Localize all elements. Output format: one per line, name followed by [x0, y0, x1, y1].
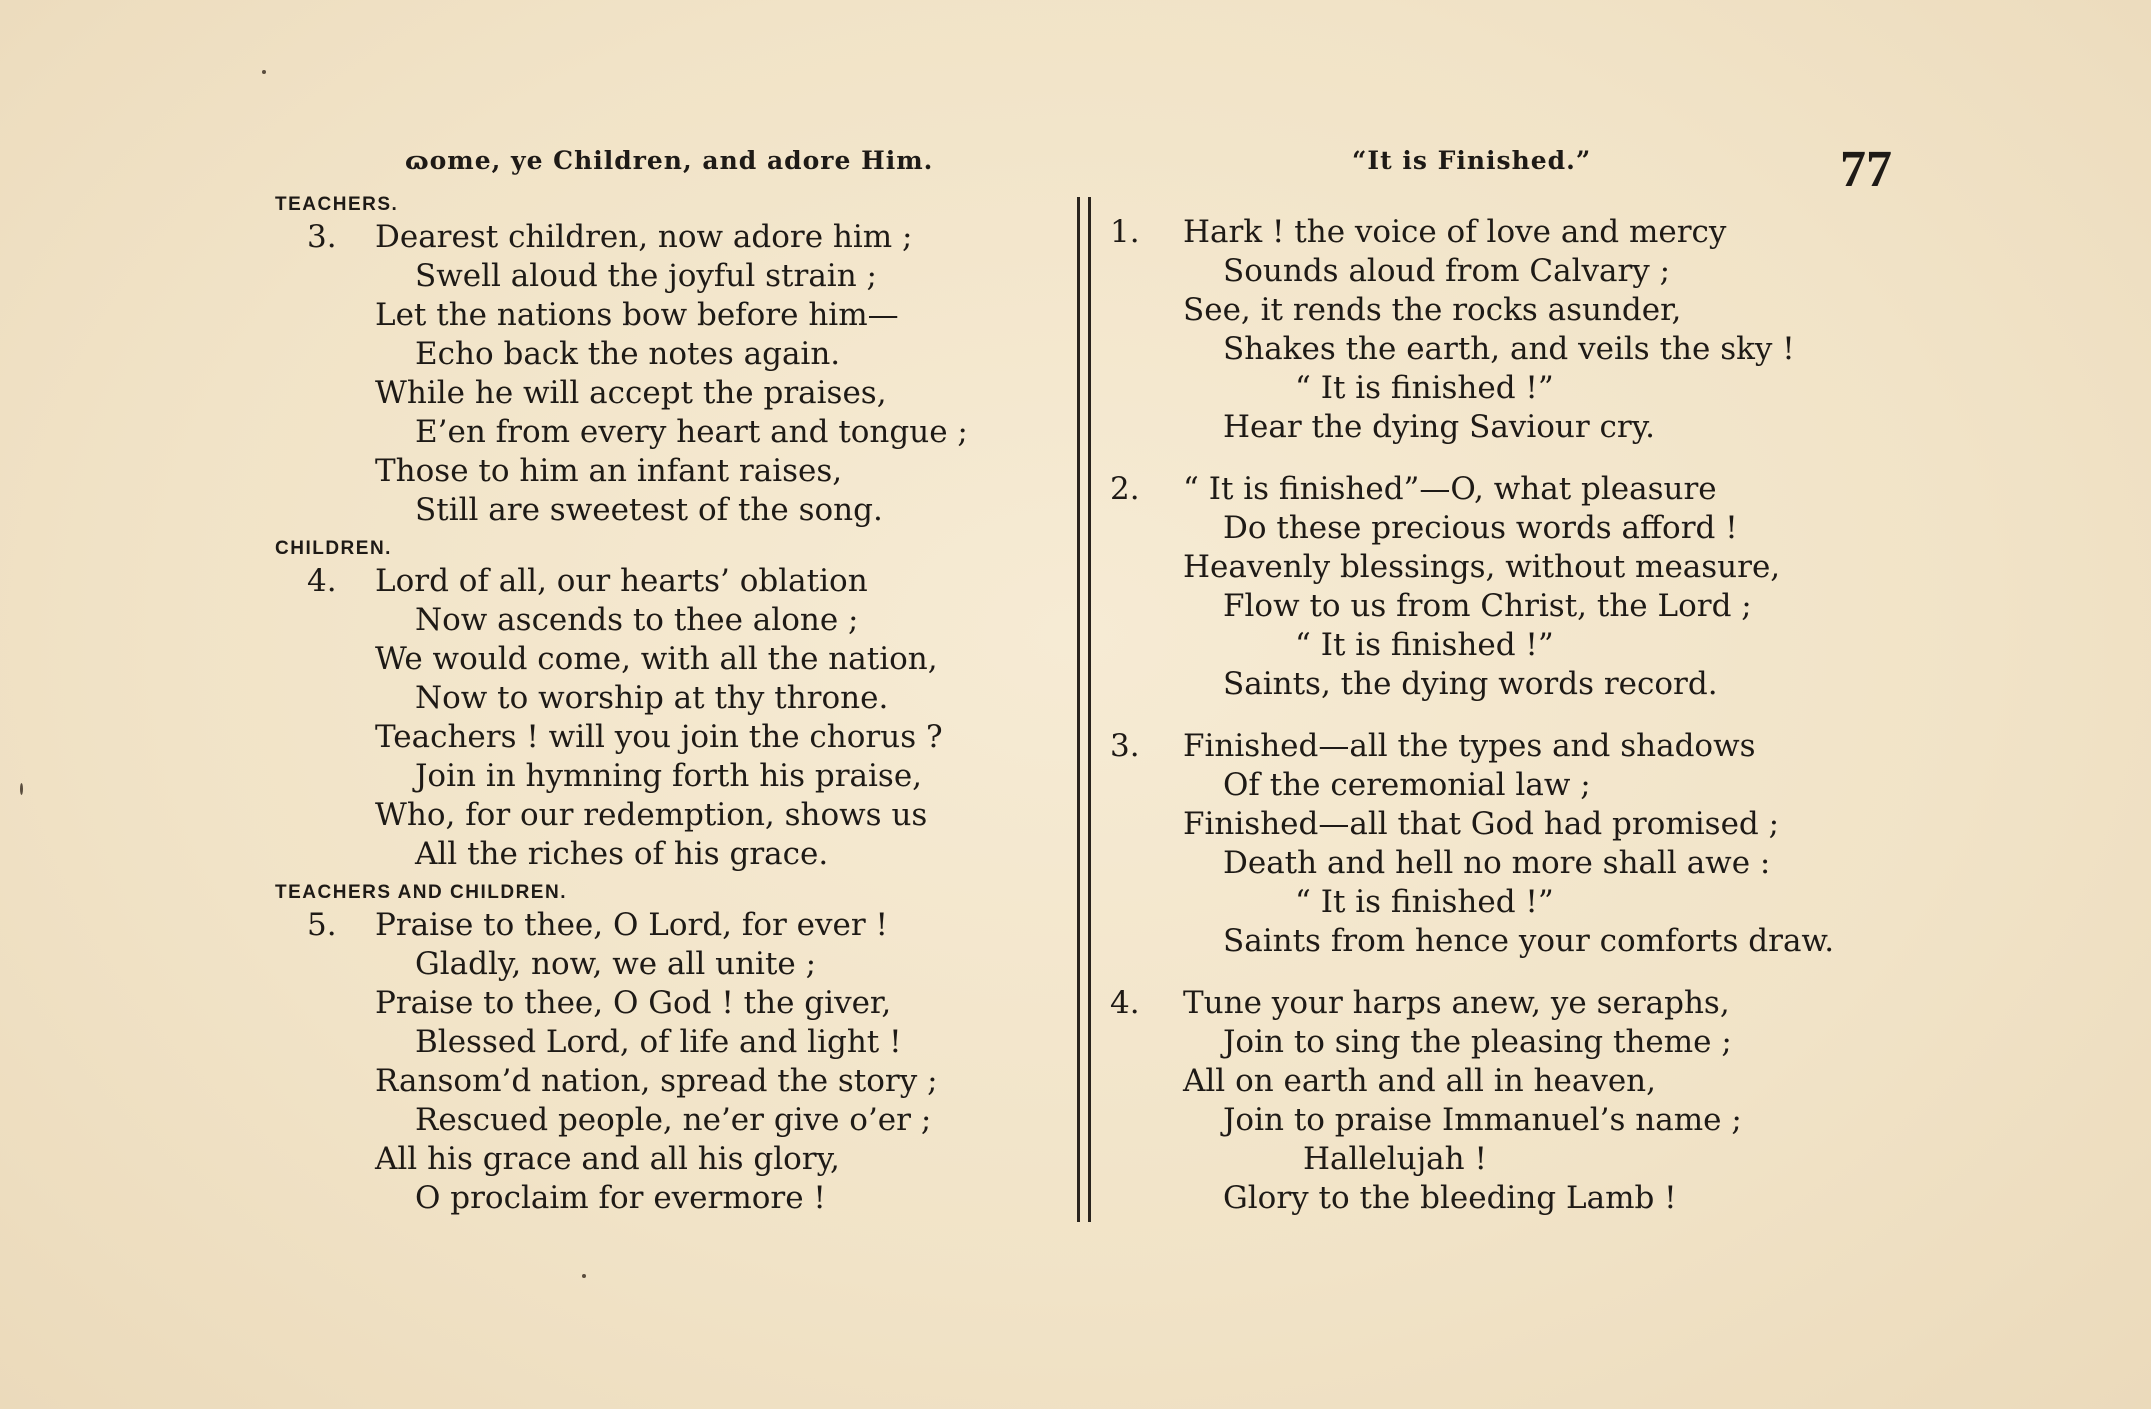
right-hymn-column	[1110, 213, 1870, 1241]
verse-line: Let the nations bow before him—	[375, 297, 899, 333]
verse-line: Saints from hence your comforts draw.	[1223, 923, 1835, 959]
verse-line: While he will accept the praises,	[375, 375, 887, 411]
page-number: 77	[1840, 141, 1892, 198]
verse-line: E’en from every heart and tongue ;	[415, 414, 968, 450]
left-hymn-column	[275, 186, 1035, 1218]
verse-line: Who, for our redemption, shows us	[375, 797, 928, 833]
paper-speck	[262, 70, 266, 74]
verse-line: See, it rends the rocks asunder,	[1183, 292, 1682, 328]
verse-line: Praise to thee, O God ! the giver,	[375, 985, 892, 1021]
verse-line: Blessed Lord, of life and light !	[415, 1024, 902, 1060]
paper-speck	[582, 1274, 586, 1278]
verse-line: Hear the dying Saviour cry.	[1223, 409, 1655, 445]
section-role-label: TEACHERS.	[275, 194, 399, 215]
verse-line: Flow to us from Christ, the Lord ;	[1223, 588, 1752, 624]
paper-speck	[20, 783, 23, 795]
stanza	[275, 218, 1035, 530]
verse-line: Now ascends to thee alone ;	[415, 602, 859, 638]
verse-line: Tune your harps anew, ye seraphs,	[1183, 985, 1730, 1021]
verse-line: Death and hell no more shall awe :	[1223, 845, 1771, 881]
stanza-number: 1.	[1110, 214, 1140, 250]
verse-line: Ransom’d nation, spread the story ;	[375, 1063, 938, 1099]
verse-line: Glory to the bleeding Lamb !	[1223, 1180, 1677, 1216]
verse-line: All his grace and all his glory,	[375, 1141, 840, 1177]
running-head-left: ɷome, ye Children, and adore Him.	[405, 146, 934, 175]
verse-line: Heavenly blessings, without measure,	[1183, 549, 1781, 585]
verse-line: We would come, with all the nation,	[375, 641, 938, 677]
stanza	[1110, 213, 1870, 447]
verse-line: All the riches of his grace.	[415, 836, 829, 872]
verse-line: Gladly, now, we all unite ;	[415, 946, 817, 982]
verse-line: Still are sweetest of the song.	[415, 492, 883, 528]
verse-line: Now to worship at thy throne.	[415, 680, 889, 716]
verse-line: All on earth and all in heaven,	[1183, 1063, 1656, 1099]
verse-line: Lord of all, our hearts’ oblation	[375, 563, 868, 599]
verse-line: “ It is finished !”	[1295, 370, 1554, 406]
verse-line: Join to praise Immanuel’s name ;	[1223, 1102, 1742, 1138]
stanza-number: 5.	[307, 907, 337, 943]
verse-line: Sounds aloud from Calvary ;	[1223, 253, 1671, 289]
verse-line: Hark ! the voice of love and mercy	[1183, 214, 1727, 250]
verse-line: Join to sing the pleasing theme ;	[1223, 1024, 1732, 1060]
stanza	[275, 562, 1035, 874]
verse-line: “ It is finished !”	[1295, 884, 1554, 920]
verse-line: Do these precious words afford !	[1223, 510, 1738, 546]
verse-line: Finished—all that God had promised ;	[1183, 806, 1780, 842]
stanza-number: 4.	[1110, 985, 1140, 1021]
stanza	[275, 906, 1035, 1218]
stanza-number: 3.	[1110, 728, 1140, 764]
verse-line: “ It is finished !”	[1295, 627, 1554, 663]
stanza	[1110, 984, 1870, 1218]
verse-line: Join in hymning forth his praise,	[415, 758, 923, 794]
stanza-number: 4.	[307, 563, 337, 599]
verse-line: Teachers ! will you join the chorus ?	[375, 719, 943, 755]
stanza	[1110, 727, 1870, 961]
verse-line: Echo back the notes again.	[415, 336, 841, 372]
verse-line: Dearest children, now adore him ;	[375, 219, 913, 255]
stanza-number: 2.	[1110, 471, 1140, 507]
section-role-label: TEACHERS AND CHILDREN.	[275, 882, 567, 903]
verse-line: Those to him an infant raises,	[375, 453, 843, 489]
column-rule	[1088, 197, 1091, 1222]
verse-line: Swell aloud the joyful strain ;	[415, 258, 877, 294]
verse-line: Finished—all the types and shadows	[1183, 728, 1756, 764]
verse-line: Shakes the earth, and veils the sky !	[1223, 331, 1795, 367]
verse-line: Saints, the dying words record.	[1223, 666, 1718, 702]
verse-line: Of the ceremonial law ;	[1223, 767, 1591, 803]
verse-line: Rescued people, ne’er give o’er ;	[415, 1102, 932, 1138]
verse-line: Hallelujah !	[1303, 1141, 1487, 1177]
stanza	[1110, 470, 1870, 704]
running-head-right: “It is Finished.”	[1352, 146, 1592, 175]
column-rule	[1077, 197, 1080, 1222]
verse-line: “ It is finished”—O, what pleasure	[1183, 471, 1717, 507]
verse-line: O proclaim for evermore !	[415, 1180, 826, 1216]
verse-line: Praise to thee, O Lord, for ever !	[375, 907, 889, 943]
stanza-number: 3.	[307, 219, 337, 255]
section-role-label: CHILDREN.	[275, 538, 392, 559]
